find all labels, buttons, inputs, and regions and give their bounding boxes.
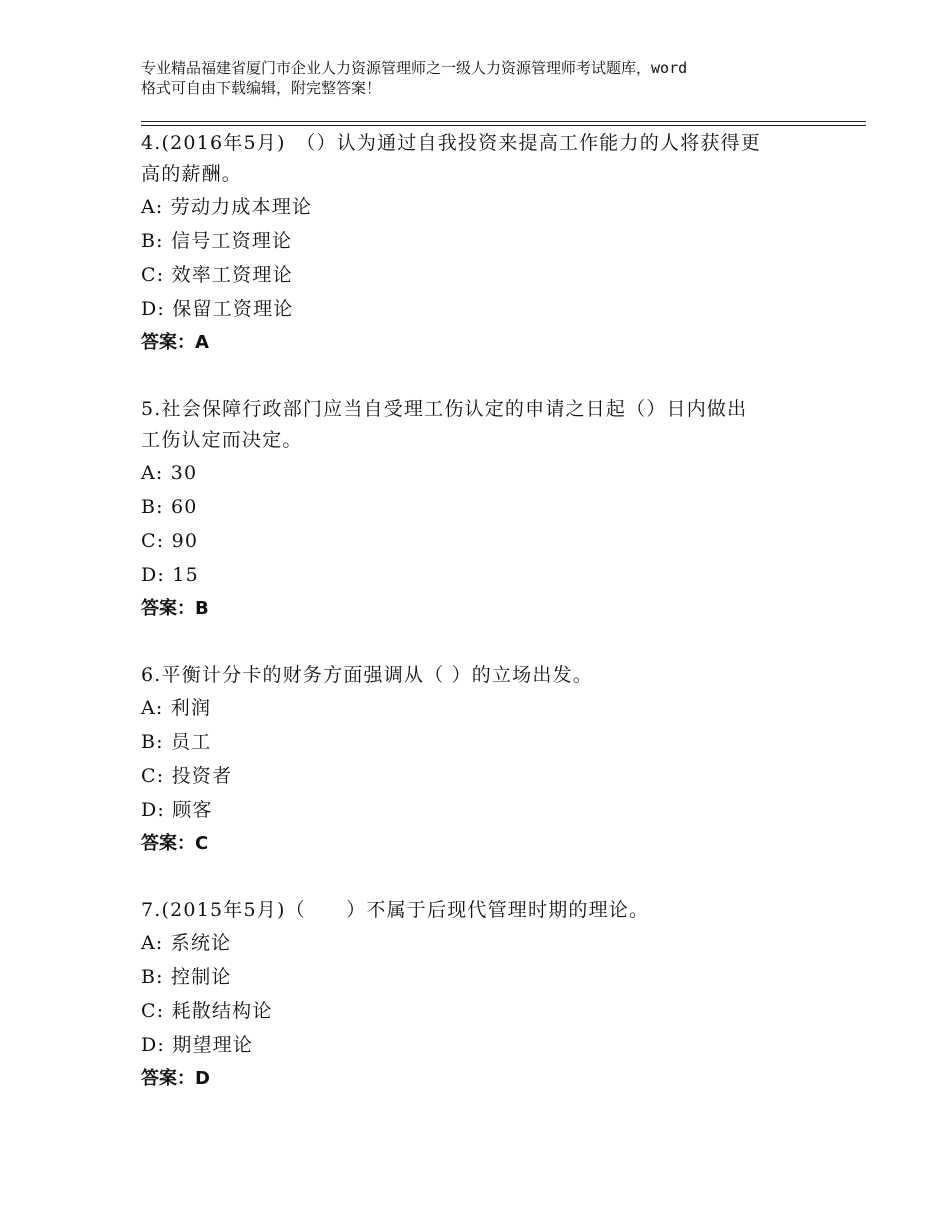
question-6 [141, 660, 841, 861]
option-b: B: 控制论 [141, 966, 232, 988]
option-a: A: 30 [141, 462, 198, 484]
option-d: D: 15 [141, 564, 199, 586]
question-text-line-1: 4.(2016年5月) （）认为通过自我投资来提高工作能力的人将获得更 [141, 132, 761, 154]
header-line-2: 格式可自由下载编辑，附完整答案！ [141, 79, 382, 97]
option-d: D: 保留工资理论 [141, 298, 294, 320]
header-line-1: 专业精品福建省厦门市企业人力资源管理师之一级人力资源管理师考试题库，word [141, 59, 688, 77]
option-a: A: 劳动力成本理论 [141, 196, 313, 218]
option-c: C: 效率工资理论 [141, 264, 293, 286]
question-text-line-2: 工伤认定而决定。 [141, 429, 303, 451]
option-b: B: 60 [141, 496, 198, 518]
option-d: D: 顾客 [141, 799, 213, 821]
question-spacer [141, 626, 841, 660]
option-c: C: 投资者 [141, 765, 233, 787]
question-7 [141, 895, 841, 1096]
question-list [141, 128, 841, 1096]
question-text-line-2: 高的薪酬。 [141, 163, 243, 185]
option-c: C: 耗散结构论 [141, 1000, 273, 1022]
header-divider-top [141, 121, 866, 122]
answer: 答案：C [141, 833, 209, 854]
answer: 答案：B [141, 598, 209, 619]
question-text-line-1: 6.平衡计分卡的财务方面强调从（ ）的立场出发。 [141, 664, 593, 686]
option-b: B: 信号工资理论 [141, 230, 293, 252]
option-c: C: 90 [141, 530, 199, 552]
question-text-line-1: 7.(2015年5月)（ ）不属于后现代管理时期的理论。 [141, 899, 650, 921]
option-a: A: 系统论 [141, 932, 232, 954]
option-b: B: 员工 [141, 731, 212, 753]
option-a: A: 利润 [141, 697, 212, 719]
answer: 答案：A [141, 332, 209, 353]
option-d: D: 期望理论 [141, 1034, 254, 1056]
question-text-line-1: 5.社会保障行政部门应当自受理工伤认定的申请之日起（）日内做出 [141, 398, 748, 420]
question-spacer [141, 861, 841, 895]
header-divider-bottom [141, 125, 866, 126]
document-header [141, 58, 841, 98]
question-spacer [141, 360, 841, 394]
question-4 [141, 128, 841, 360]
question-5 [141, 394, 841, 626]
answer: 答案：D [141, 1068, 210, 1089]
